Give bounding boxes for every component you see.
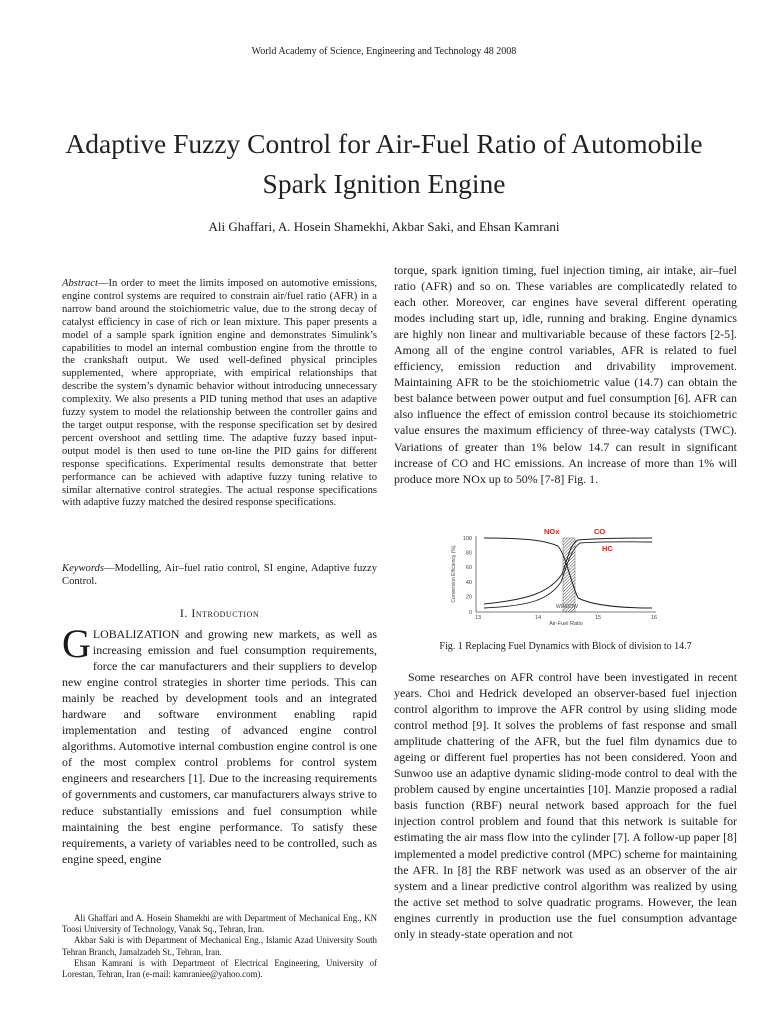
window-label: WINDOW — [556, 604, 578, 610]
intro-text: and growing new markets, as well as increasing emission and fuel consumption requirements, force the car manufacturers and their suppliers to develop new engine control strategies in shorter time periods. This can mainly be reached by development tools and an integrated hardware and software environment enabling rapid implementation and testing of advanced engine control algorithms. Automotive internal combustion engine control is one of the most complex control problems for control system engineers and researchers [1]. Due to the increasing requirements of governments and customers, car manufacturers always strive to reduce substantially emissions and fuel consumption while maintaining the best engine performance. To satisfy these requirements, a variety of variables need to be controlled, such as engine speed, engine — [62, 627, 377, 866]
x-tick-label: 13 — [474, 615, 482, 621]
abstract-text: —In order to meet the limits imposed on automotive emissions, engine control systems are required to constrain air/fuel ratio (AFR) in a narrow band around the stoichiometric value, due to the strong decay of catalyst efficiency in case of rich or lean mixture. This paper presents a model of a sample spark ignition engine and demonstrates Simulink’s capabilities to model an internal combustion engine from the throttle to the crankshaft output. We used well-defined physical principles supplemented, where appropriate, with empirical relationships that describe the system’s dynamic behavior without introducing unnecessary complexity. We also presents a PID tuning method that uses an adaptive fuzzy system to model the relationship between the controller gains and the target output response, with the response specification set by desired percent overshoot and settling time. The adaptive fuzzy based input-output model is then used to tune on-line the PID gains for different response specifications. Experimental results demonstrate that better performance can be achieved with adaptive fuzzy tuning relative to similar alternative control strategies. The actual response specifications with adaptive fuzzy matched the desired response specifications. — [62, 278, 377, 509]
author-footnotes — [62, 913, 377, 980]
afr-efficiency-figure — [444, 524, 666, 626]
journal-header: World Academy of Science, Engineering and Technology 48 2008 — [251, 46, 517, 57]
y-axis-title: Conversion Efficiency (%) — [451, 545, 457, 603]
keywords — [62, 562, 377, 588]
x-tick-label: 14 — [534, 615, 542, 621]
y-tick-label: 40 — [465, 580, 472, 586]
x-tick-label: 16 — [650, 615, 658, 621]
y-tick-label: 100 — [462, 536, 472, 542]
y-tick-label: 60 — [465, 565, 472, 571]
keywords-text: —Modelling, Air–fuel ratio control, SI engine, Adaptive fuzzy Control. — [62, 563, 377, 588]
y-tick-label: 20 — [465, 594, 472, 601]
figure-caption: Fig. 1 Replacing Fuel Dynamics with Block of division to 14.7 — [439, 641, 692, 652]
hc-label: HC — [602, 544, 613, 553]
window-band — [563, 538, 575, 612]
x-tick-label: 15 — [594, 615, 602, 621]
author-list: Ali Ghaffari, A. Hosein Shamekhi, Akbar Saki, and Ehsan Kamrani — [208, 219, 560, 234]
paper-title: Adaptive Fuzzy Control for Air-Fuel Ratio of Automobile Spark Ignition Engine — [65, 128, 703, 199]
keywords-label: Keywords — [62, 563, 104, 574]
co-label: CO — [594, 527, 606, 536]
section-number: I. — [179, 606, 188, 620]
section-heading — [62, 606, 377, 621]
section-title: Introduction — [191, 606, 260, 620]
drop-cap: G — [62, 621, 91, 666]
abstract-label: Abstract — [62, 278, 98, 289]
y-tick-label: 80 — [465, 550, 472, 557]
introduction-paragraph — [62, 621, 377, 867]
right-column-paragraph-1: torque, spark ignition timing, fuel injection timing, air intake, air–fuel ratio (AFR) and so on. These variables are complicatedly related to each other. Moreover, car engines have several different operating modes including start up, idle, running and braking. Engine dynamics are highly non linear and multivariable because of these factors [2-5]. Among all of the engine control variables, AFR is related to fuel efficiency, emission reduction and drivability improvement. Maintaining AFR to be the stoichiometric value (14.7) can obtain the best balance between power output and fuel consumption [6]. AFR can also influence the effect of emission control because its stoichiometric value ensures the maximum efficiency of three-way catalysts (TWC). Variations of greater than 1% below 14.7 can result in significant increase of CO and HC emissions. An increase of more than 1% will produce more NOx up to 50% [7-8] Fig. 1. — [394, 263, 737, 486]
right-column-paragraph-2: Some researches on AFR control have been investigated in recent years. Choi and Hedrick developed an observer-based fuel injection control algorithm to improve the AFR control by using sliding mode control method [9]. It solves the problems of fast response and small amplitude chattering of the AFR, but the fuel film dynamics due to ageing or different fuel properties has not been considered. Yoon and Sunwoo use an adaptive dynamic sliding-mode control to deal with the problem caused by engine uncertainties [10]. Manzie proposed a radial basis function (RBF) neural network based approach for the fuel injection control problem and found that this network is suitable for estimating the air mass flow into the cylinder [7]. A follow-up paper [8] implemented a model predictive control (MPC) scheme for maintaining the AFR. In [8] the RBF network was used as an observer of the air system and a linear predictive control algorithm was realized by using the active set method to solve quadratic programs. However, the lean engines currently in production use the fuel consumption advantage only in steady-state operation and not — [394, 670, 737, 941]
footnote: Ehsan Kamrani is with Department of Electrical Engineering, University of Lorestan, Tehran, Iran (e-mail: kamraniee@yahoo.com). — [62, 957, 377, 980]
intro-lead-word: LOBALIZATION — [92, 627, 180, 641]
abstract — [62, 278, 377, 510]
footnote: Akbar Saki is with Department of Mechanical Eng., Islamic Azad University South Tehran Branch, Jamalzadeh St., Tehran, Iran. — [62, 935, 377, 957]
nox-label: NOx — [544, 527, 560, 536]
x-axis-title: Air-Fuel Ratio — [549, 621, 583, 626]
footnote: Ali Ghaffari and A. Hosein Shamekhi are with Department of Mechanical Eng., KN Toosi University of Technology, Vanak Sq., Tehran, Iran. — [62, 913, 377, 935]
y-tick-label: 0 — [468, 610, 472, 616]
